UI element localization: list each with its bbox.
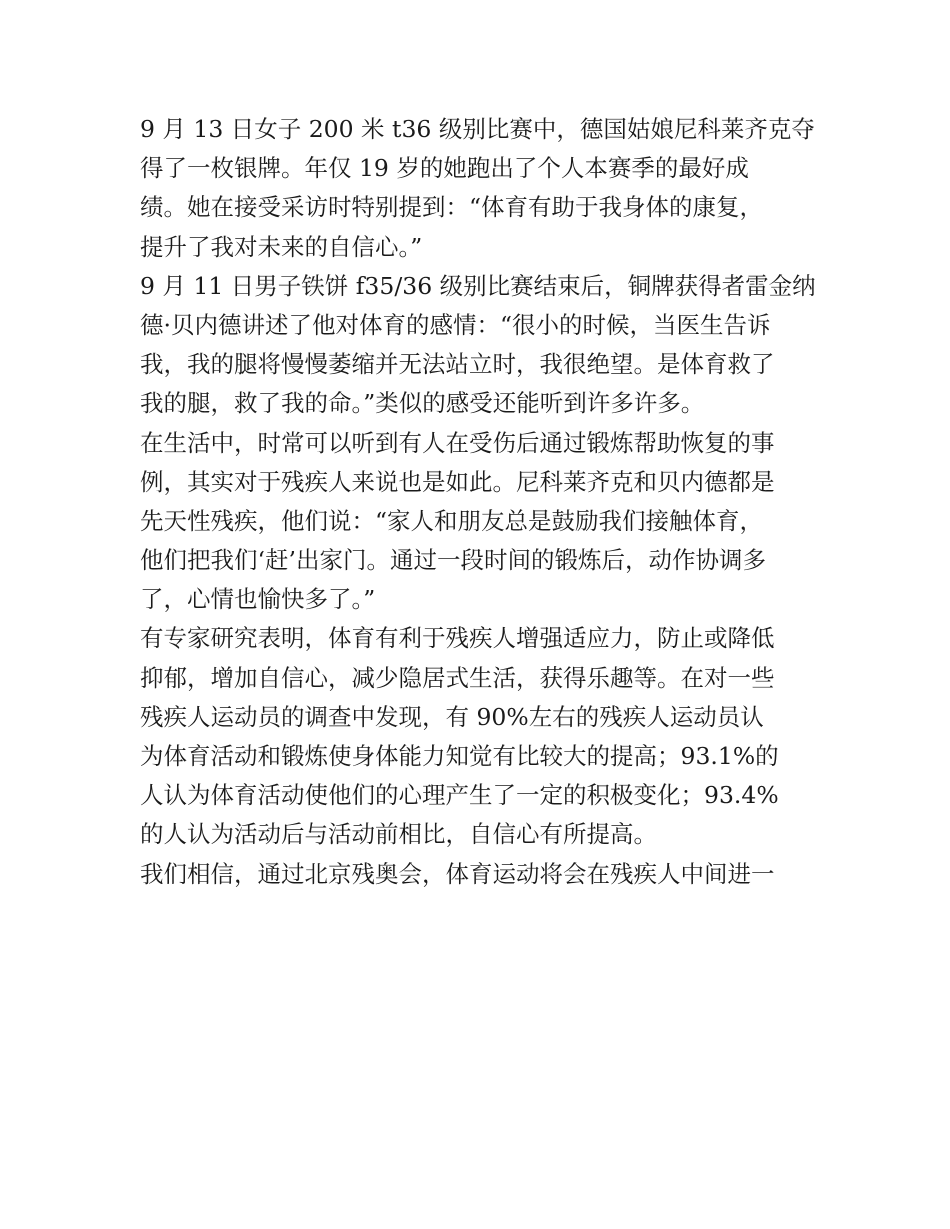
text-line: 人认为体育活动使他们的心理产生了一定的积极变化；93.4% (140, 781, 779, 810)
text-line: 抑郁，增加自信心，减少隐居式生活，获得乐趣等。在对一些 (140, 663, 775, 692)
paragraph-4 (140, 619, 820, 854)
text-line: 9 月 13 日女子 200 米 t36 级别比赛中，德国姑娘尼科莱齐克夺 (140, 115, 815, 143)
paragraph-2 (140, 267, 820, 424)
text-line: 在生活中，时常可以听到有人在受伤后通过锻炼帮助恢复的事 (140, 428, 775, 457)
text-line: 9 月 11 日男子铁饼 f35/36 级别比赛结束后，铜牌获得者雷金纳 (140, 271, 816, 300)
text-line: 例，其实对于残疾人来说也是如此。尼科莱齐克和贝内德都是 (140, 467, 775, 496)
paragraph-3 (140, 424, 820, 620)
text-line: 残疾人运动员的调查中发现，有 90%左右的残疾人运动员认 (140, 702, 764, 731)
text-line: 为体育活动和锻炼使身体能力知觉有比较大的提高；93.1%的 (140, 742, 779, 770)
text-line: 的人认为活动后与活动前相比，自信心有所提高。 (140, 820, 657, 849)
text-line: 有专家研究表明，体育有利于残疾人增强适应力，防止或降低 (140, 624, 775, 653)
text-line: 了，心情也愉快多了。” (140, 585, 376, 614)
paragraph-5 (140, 855, 820, 894)
text-line: 我们相信，通过北京残奥会，体育运动将会在残疾人中间进一 (140, 859, 775, 888)
text-line: 我的腿，救了我的命。”类似的感受还能听到许多许多。 (140, 389, 705, 418)
paragraph-1 (140, 110, 820, 267)
text-line: 绩。她在接受采访时特别提到：“体育有助于我身体的康复， (140, 193, 764, 222)
text-line: 我，我的腿将慢慢萎缩并无法站立时，我很绝望。是体育救了 (140, 350, 775, 379)
text-line: 他们把我们‘赶’出家门。通过一段时间的锻炼后，动作协调多 (140, 546, 766, 575)
text-line: 先天性残疾，他们说：“家人和朋友总是鼓励我们接触体育， (140, 506, 764, 535)
text-line: 得了一枚银牌。年仅 19 岁的她跑出了个人本赛季的最好成 (140, 154, 749, 183)
article-body (140, 110, 820, 894)
text-line: 德·贝内德讲述了他对体育的感情：“很小的时候，当医生告诉 (140, 310, 771, 339)
text-line: 提升了我对未来的自信心。” (140, 232, 423, 261)
